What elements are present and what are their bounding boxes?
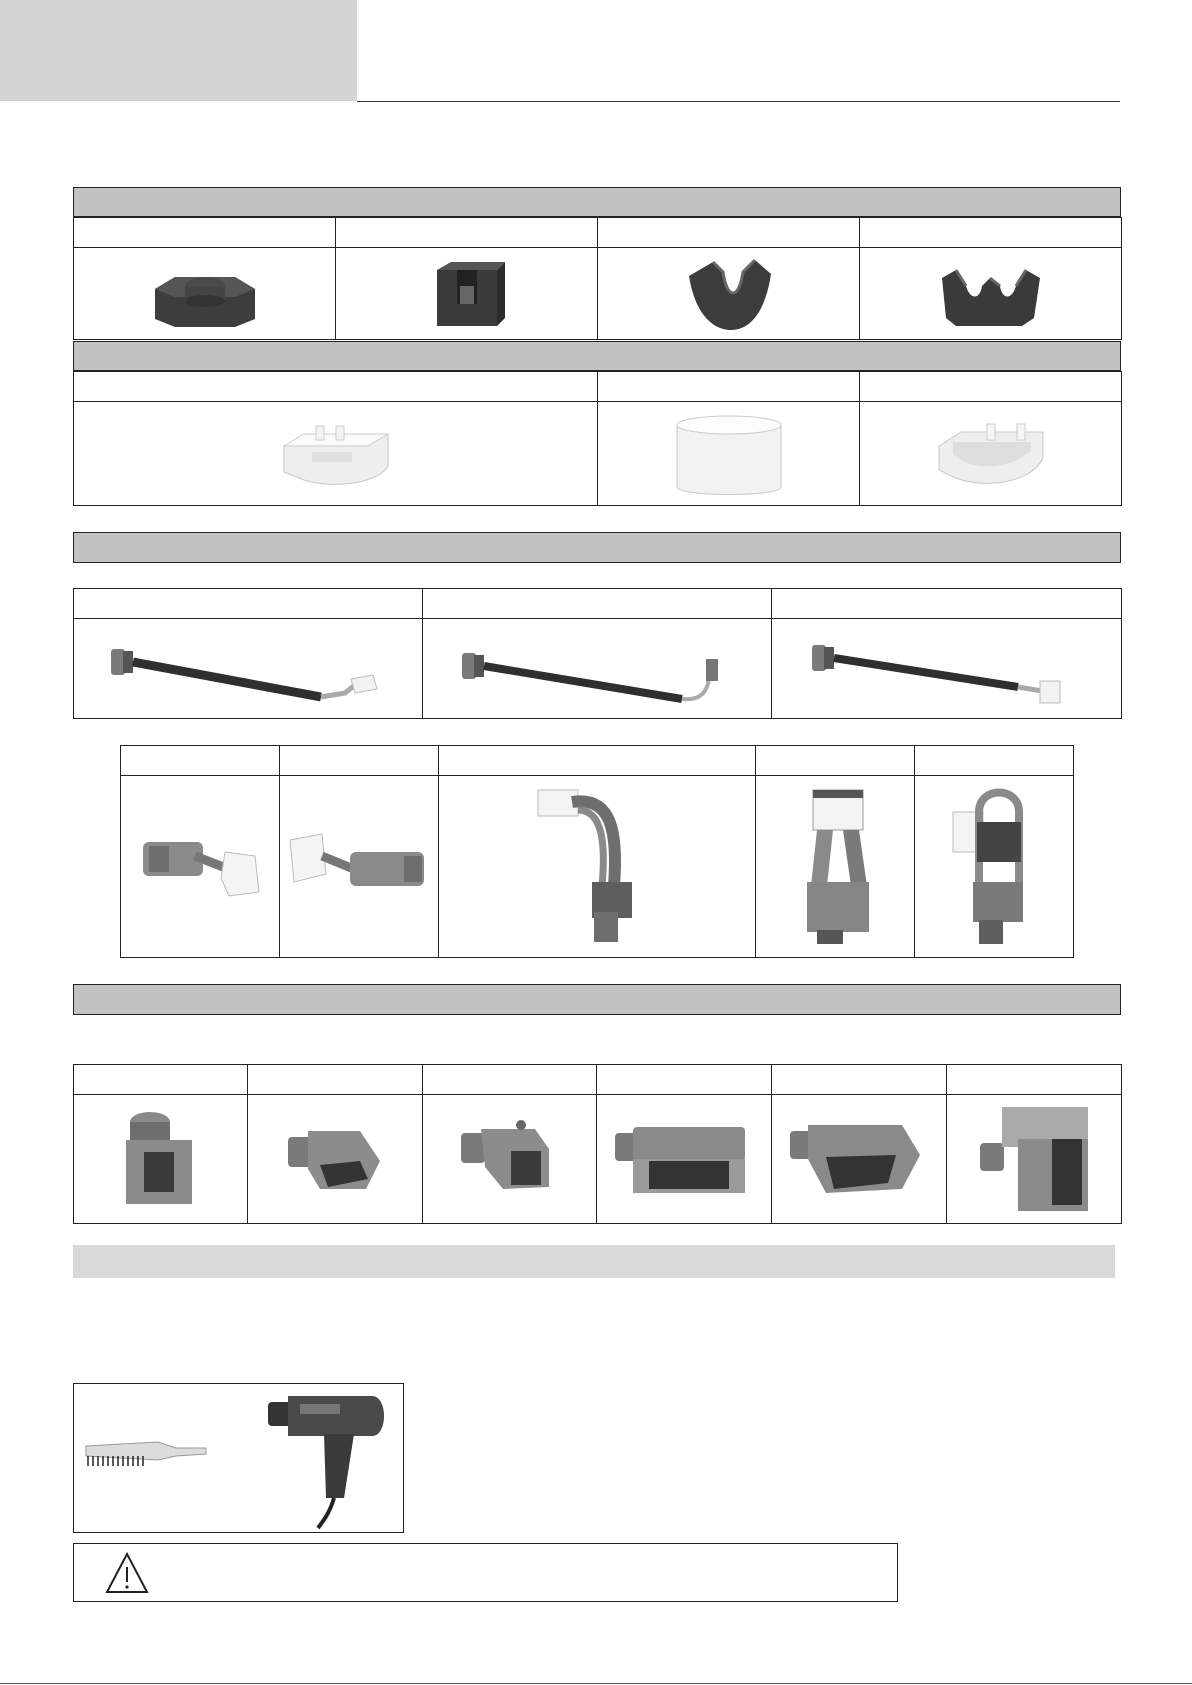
adapter-angled-mirror-image [455, 1109, 565, 1209]
header-rule [357, 101, 1120, 102]
core-label-cell [336, 218, 598, 248]
adapter-image-cell [947, 1095, 1122, 1224]
cable-image-cell [74, 619, 423, 719]
handpiece-loop-image [939, 782, 1049, 952]
adapter-image-cell [248, 1095, 423, 1224]
cables-table [73, 588, 1122, 719]
handpiece-image-cell [915, 776, 1074, 958]
header-gray-box [0, 0, 357, 101]
white-e-holder-image [276, 416, 396, 492]
handpiece-label-cell [121, 746, 280, 776]
cable-image-cell [772, 619, 1122, 719]
handpiece-label-cell [439, 746, 756, 776]
white-u-holder-image [931, 414, 1051, 494]
handpiece-image-cell [280, 776, 439, 958]
cable-with-adapter-image [103, 629, 393, 709]
section-bar-adapters [73, 984, 1121, 1015]
core-image-cell [860, 248, 1122, 340]
adapter-image-cell [423, 1095, 597, 1224]
e-channel-core-image [936, 256, 1046, 332]
adapter-small-image [116, 1104, 206, 1214]
handpiece-image-cell [756, 776, 915, 958]
heat-gun-image [264, 1388, 394, 1530]
handpieces-table [120, 745, 1074, 958]
core-label-cell [74, 218, 336, 248]
cable-label-cell [772, 589, 1122, 619]
holder-label-cell [598, 372, 860, 402]
adapter-tall-image [974, 1099, 1094, 1219]
core-label-cell [860, 218, 1122, 248]
wire-brush-image [82, 1434, 212, 1474]
adapter-label-cell [423, 1065, 597, 1095]
section-bar-core-holders [73, 341, 1121, 371]
adapter-image-cell [597, 1095, 772, 1224]
adapter-label-cell [248, 1065, 423, 1095]
cable-with-pad-image [802, 629, 1092, 709]
u-core-image [427, 256, 507, 332]
handpiece-image-cell [121, 776, 280, 958]
core-image-cell [598, 248, 860, 340]
cable-image-cell [423, 619, 772, 719]
holder-label-cell [860, 372, 1122, 402]
warning-triangle-icon [104, 1550, 150, 1596]
handpiece-image-cell [439, 776, 756, 958]
adapter-label-cell [772, 1065, 947, 1095]
cores-table [73, 217, 1122, 340]
holder-label-cell [74, 372, 598, 402]
handpiece-curved-image [522, 782, 672, 952]
handpiece-right-image [284, 812, 434, 922]
core-image-cell [74, 248, 336, 340]
e-core-image [145, 259, 265, 329]
holder-image-cell [598, 402, 860, 506]
handpiece-left-image [135, 812, 265, 922]
adapter-label-cell [597, 1065, 772, 1095]
adapter-label-cell [947, 1065, 1122, 1095]
white-oval-holder-image [669, 409, 789, 499]
core-image-cell [336, 248, 598, 340]
holder-image-cell [860, 402, 1122, 506]
section-bar-cores [73, 187, 1121, 217]
handpiece-vertical-image [785, 782, 885, 952]
section-bar-tools [73, 1245, 1115, 1278]
adapter-image-cell [772, 1095, 947, 1224]
tools-box [73, 1383, 404, 1533]
footer-rule [0, 1683, 1192, 1684]
core-holders-table [73, 371, 1122, 506]
adapter-long-image [609, 1109, 759, 1209]
core-label-cell [598, 218, 860, 248]
handpiece-label-cell [280, 746, 439, 776]
adapter-image-cell [74, 1095, 248, 1224]
handpiece-label-cell [756, 746, 915, 776]
handpiece-label-cell [915, 746, 1074, 776]
cable-label-cell [74, 589, 423, 619]
cable-label-cell [423, 589, 772, 619]
section-bar-cables [73, 532, 1121, 563]
cable-with-clip-image [452, 629, 742, 709]
u-curved-core-image [679, 254, 779, 334]
adapters-table [73, 1064, 1122, 1224]
holder-image-cell [74, 402, 598, 506]
adapter-angled-image [280, 1109, 390, 1209]
adapter-long-angled-image [784, 1109, 934, 1209]
adapter-label-cell [74, 1065, 248, 1095]
warning-box [73, 1543, 898, 1602]
